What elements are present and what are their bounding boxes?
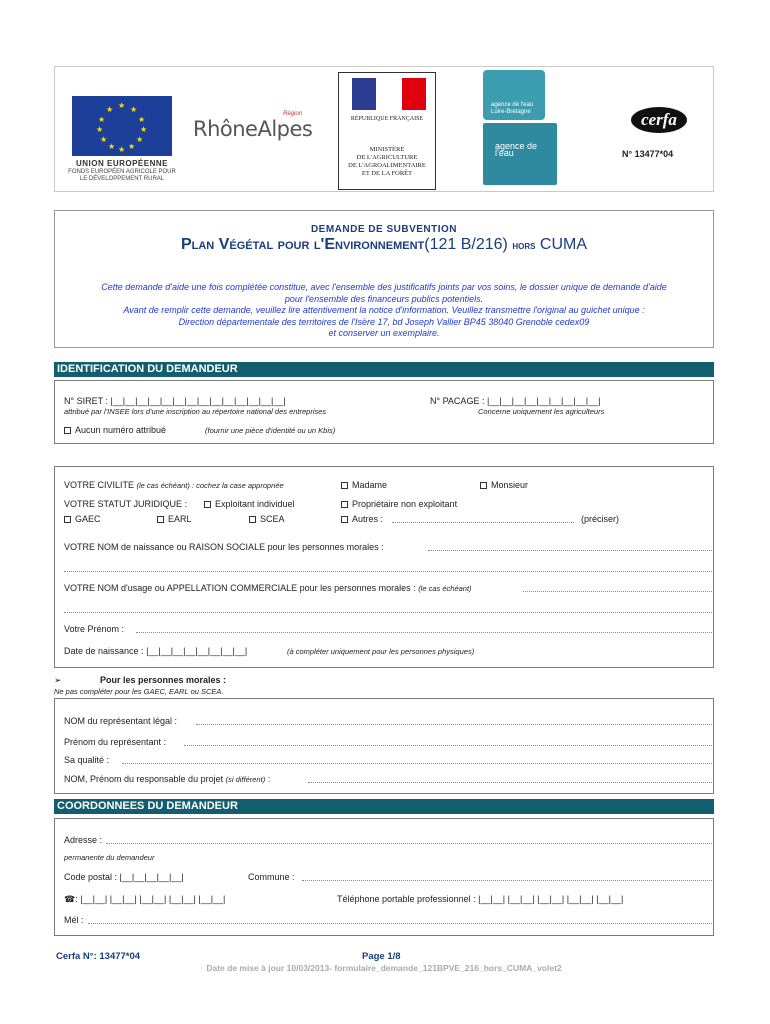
exploitant-checkbox[interactable]: Exploitant individuel	[204, 499, 295, 509]
statut-label: VOTRE STATUT JURIDIQUE :	[64, 499, 188, 509]
republique-label: RÉPUBLIQUE FRANÇAISE	[350, 116, 424, 122]
siret-note: attribué par l'INSEE lors d'une inscription au répertoire national des entreprises	[64, 407, 327, 416]
footer-page: Page 1/8	[362, 951, 401, 962]
prenom-rep-input[interactable]	[184, 745, 712, 746]
gaec-checkbox[interactable]: GAEC	[64, 514, 101, 524]
commune-label: Commune :	[248, 872, 295, 882]
adresse-note: permanente du demandeur	[64, 853, 155, 862]
no-number-note: (fournir une pièce d'identité ou un Kbis)	[205, 426, 336, 435]
marianne-flag-icon	[352, 78, 426, 110]
civilite-box	[54, 466, 714, 668]
pacage-note: Concerne uniquement les agriculteurs	[478, 407, 605, 416]
madame-checkbox[interactable]: Madame	[341, 480, 387, 490]
civilite-label: VOTRE CIVILITE (le cas échéant) : cochez la case appropriée	[64, 480, 284, 490]
eu-subcaption: FONDS EUROPÉEN AGRICOLE POUR LE DÉVELOPPEMENT RURAL	[68, 169, 176, 182]
proprietaire-checkbox[interactable]: Propriétaire non exploitant	[341, 499, 457, 509]
adresse-label: Adresse :	[64, 835, 103, 845]
mel-label: Mél :	[64, 915, 84, 925]
no-number-checkbox[interactable]: Aucun numéro attribué	[64, 425, 166, 435]
footer-cerfa: Cerfa N°: 13477*04	[56, 951, 141, 962]
siret-field[interactable]: N° SIRET : |__|__|__|__|__|__|__|__|__|__|__|__|__|__|	[64, 396, 286, 406]
ministry-label: MINISTÈRE DE L'AGRICULTURE DE L'AGROALIMENTAIRE ET DE LA FORÊT	[348, 146, 426, 177]
responsable-label: NOM, Prénom du responsable du projet (si différent) :	[64, 774, 271, 784]
pacage-field[interactable]: N° PACAGE : |__|__|__|__|__|__|__|__|__|	[430, 396, 601, 406]
usage-input-line2[interactable]	[64, 612, 712, 613]
usage-label: VOTRE NOM d'usage ou APPELLATION COMMERCIALE pour les personnes morales : (le cas échéant)	[64, 583, 472, 593]
nom-label: VOTRE NOM de naissance ou RAISON SOCIALE pour les personnes morales :	[64, 542, 384, 552]
section-identification: IDENTIFICATION DU DEMANDEUR	[54, 362, 714, 377]
autres-checkbox[interactable]: Autres :	[341, 514, 383, 524]
mel-input[interactable]	[88, 923, 712, 924]
intro-text: Cette demande d'aide une fois complétée constitue, avec l'ensemble des justificatifs joints par vos soins, le dossier unique de demande d'aide pour l'ensemble des financeurs publics potentiels. Avant de remplir cette demande, veuillez lire attentivement la notice d'information. Veuillez transmettre l'original au guichet unique : Direction départementale des territoires de l'Isère 17, bd Joseph Vallier BP45 38040 Grenoble cedex09 et conserver un exemplaire.	[101, 282, 667, 338]
phone-field[interactable]: ☎: |__|__| |__|__| |__|__| |__|__| |__|__|	[64, 894, 226, 904]
naissance-field[interactable]: Date de naissance : |__|__|__|__|__|__|__|__|	[64, 646, 248, 656]
adresse-input[interactable]	[106, 843, 712, 844]
cerfa-number: N° 13477*04	[622, 149, 674, 159]
prenom-label: Votre Prénom :	[64, 624, 125, 634]
prenom-input[interactable]	[136, 632, 712, 633]
rhone-alpes-logo: RhôneAlpes	[193, 117, 313, 141]
rep-legal-input[interactable]	[196, 724, 712, 725]
region-small-label: Région	[283, 111, 303, 117]
form-type: DEMANDE DE SUBVENTION	[310, 224, 458, 235]
qualite-label: Sa qualité :	[64, 755, 110, 765]
rep-legal-label: NOM du représentant légal :	[64, 716, 178, 726]
code-postal-field[interactable]: Code postal : |__|__|__|__|__|	[64, 872, 184, 882]
responsable-input[interactable]	[308, 782, 712, 783]
earl-checkbox[interactable]: EARL	[157, 514, 192, 524]
qualite-input[interactable]	[122, 763, 712, 764]
mobile-field[interactable]: Téléphone portable professionnel : |__|__| |__|__| |__|__| |__|__| |__|__|	[337, 894, 624, 904]
agence-eau-logo-1: agence de l'eau Loire-Bretagne	[483, 70, 545, 120]
commune-input[interactable]	[302, 880, 712, 881]
cerfa-logo: cerfa	[631, 107, 687, 133]
footer-date: Date de mise à jour 10/03/2013- formulaire_demande_121BPVE_216_hors_CUMA_volet2	[206, 963, 562, 973]
morales-title: Pour les personnes morales :	[100, 675, 227, 685]
eu-flag-logo: ★ ★ ★ ★ ★ ★ ★ ★ ★ ★ ★ ★	[72, 96, 172, 156]
usage-input[interactable]	[523, 591, 712, 592]
autres-input[interactable]	[392, 522, 574, 523]
naissance-note: (à compléter uniquement pour les personnes physiques)	[287, 647, 475, 656]
scea-checkbox[interactable]: SCEA	[249, 514, 285, 524]
eu-caption: UNION EUROPÉENNE	[75, 159, 168, 168]
nom-input[interactable]	[428, 550, 712, 551]
form-title: Plan Végétal pour l'Environnement(121 B/216) hors CUMA	[180, 236, 588, 253]
phone-icon: ☎	[64, 894, 76, 904]
preciser-label: (préciser)	[581, 514, 620, 524]
agence-eau-logo-2: agence de l'eau	[483, 123, 557, 185]
prenom-rep-label: Prénom du représentant :	[64, 737, 167, 747]
bullet-icon: ➢	[54, 675, 62, 685]
nom-input-line2[interactable]	[64, 571, 712, 572]
section-coordonnees: COORDONNEES DU DEMANDEUR	[54, 799, 714, 814]
morales-note: Ne pas compléter pour les GAEC, EARL ou SCEA.	[54, 687, 224, 696]
monsieur-checkbox[interactable]: Monsieur	[480, 480, 528, 490]
